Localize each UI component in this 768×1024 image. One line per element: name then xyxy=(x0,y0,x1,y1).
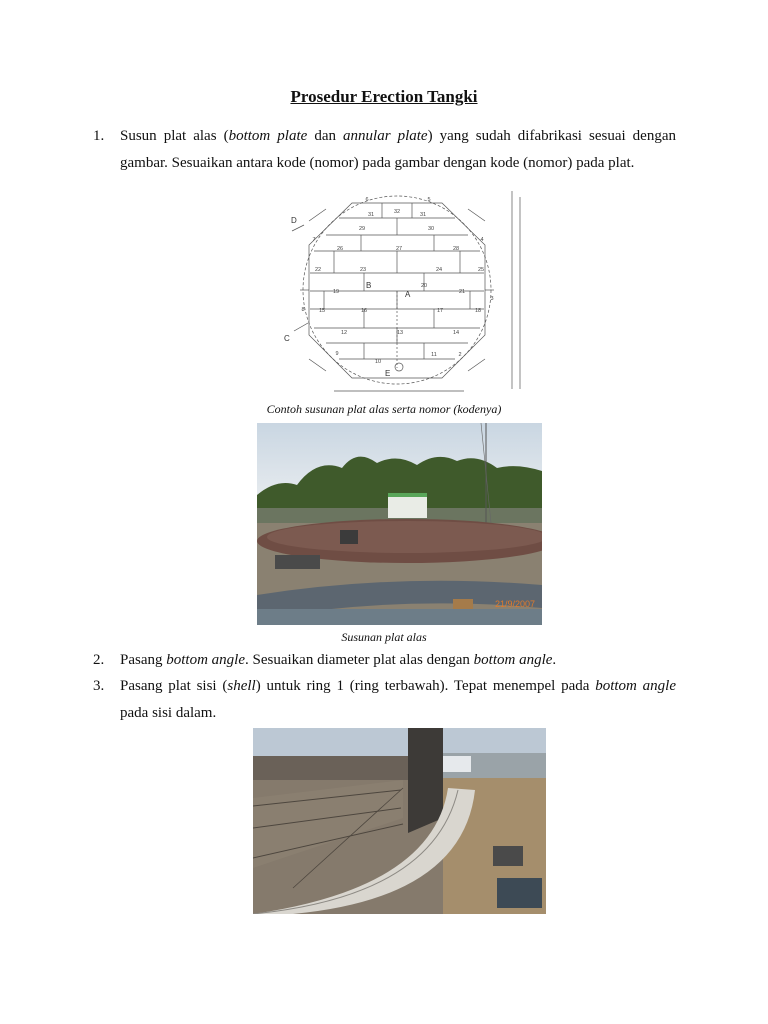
svg-text:6: 6 xyxy=(365,197,369,203)
svg-text:31: 31 xyxy=(419,212,427,218)
bottom-plate-drawing xyxy=(264,183,526,398)
shell-ring-photo xyxy=(253,728,546,914)
svg-text:12: 12 xyxy=(340,330,348,336)
item-number: 3. xyxy=(93,678,105,694)
svg-text:32: 32 xyxy=(393,209,401,215)
svg-text:22: 22 xyxy=(314,267,322,273)
svg-text:9: 9 xyxy=(335,351,339,357)
svg-text:13: 13 xyxy=(396,330,404,336)
svg-text:31: 31 xyxy=(367,212,375,218)
svg-text:2: 2 xyxy=(458,352,462,358)
svg-text:19: 19 xyxy=(332,289,340,295)
item-number: 2. xyxy=(93,652,105,668)
item-number: 1. xyxy=(93,128,105,144)
svg-text:A: A xyxy=(405,290,411,299)
svg-text:17: 17 xyxy=(436,308,444,314)
svg-text:16: 16 xyxy=(360,308,368,314)
svg-text:26: 26 xyxy=(336,246,344,252)
svg-text:27: 27 xyxy=(395,246,403,252)
svg-text:25: 25 xyxy=(477,267,485,273)
item-text: Pasang plat sisi (shell) untuk ring 1 (ring terbawah). Tepat menempel pada bottom angle pada sisi dalam. xyxy=(120,678,676,721)
svg-text:5: 5 xyxy=(427,197,431,203)
item-text: Pasang bottom angle. Sesuaikan diameter plat alas dengan bottom angle. xyxy=(120,652,557,668)
svg-text:8: 8 xyxy=(301,307,305,313)
svg-text:20: 20 xyxy=(420,283,428,289)
document-title: Prosedur Erection Tangki xyxy=(290,87,478,106)
svg-text:14: 14 xyxy=(452,330,460,336)
svg-text:3: 3 xyxy=(490,296,494,302)
list-item xyxy=(93,647,676,674)
svg-text:11: 11 xyxy=(431,352,437,358)
svg-text:7: 7 xyxy=(312,237,316,243)
list-item xyxy=(93,673,676,727)
svg-text:18: 18 xyxy=(474,308,482,314)
svg-text:C: C xyxy=(284,334,290,343)
item-text: Susun plat alas (bottom plate dan annular plate) yang sudah difabrikasi sesuai dengan gambar. Sesuaikan antara kode (nomor) pada gambar dengan kode (nomor) pada plat. xyxy=(120,128,676,171)
photo1-caption: Susunan plat alas xyxy=(341,630,427,644)
svg-text:28: 28 xyxy=(452,246,460,252)
svg-text:4: 4 xyxy=(480,237,484,243)
svg-text:D: D xyxy=(291,216,297,225)
drawing-caption: Contoh susunan plat alas serta nomor (kodenya) xyxy=(266,402,502,416)
bottom-plate-photo xyxy=(257,423,542,625)
svg-text:23: 23 xyxy=(359,267,367,273)
list-item xyxy=(93,123,676,177)
svg-text:10: 10 xyxy=(374,359,382,365)
svg-text:21: 21 xyxy=(458,289,466,295)
date-stamp: 21/9/2007 xyxy=(494,599,535,609)
svg-text:30: 30 xyxy=(427,226,435,232)
svg-text:E: E xyxy=(385,369,391,378)
svg-text:24: 24 xyxy=(435,267,443,273)
svg-text:B: B xyxy=(366,281,372,290)
svg-text:29: 29 xyxy=(358,226,366,232)
svg-text:15: 15 xyxy=(318,308,326,314)
